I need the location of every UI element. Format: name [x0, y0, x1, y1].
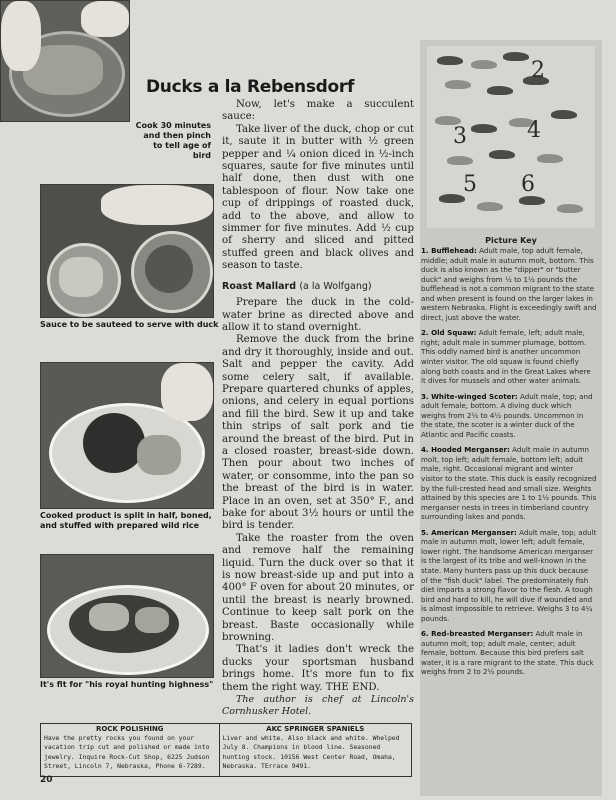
- key-entry-text: Adult male, top adult female, middle; adult male in autumn molt, bottom. This duck is also known as the "dipper" or "butter duck" and weighs from ½ to 1½ pounds the bufflehead is not a common migrant to the state and when present is found on the larger lakes in western Nebraska. Flight is exceedingly swift and direct, just above the water.: [421, 246, 597, 322]
- key-entry-head: 1. Bufflehead:: [421, 246, 477, 255]
- paragraph: Take liver of the duck, chop or cut it, saute it in butter with ½ green pepper and ¼ onion diced in ½-inch squares, saute for five minutes until half done, then dust with one tablespoon of flour. Now take one cup of drippings of roasted duck, add to the above, and allow to simmer for five minutes. Add ½ cup of sherry and sliced and pitted stuffed green and black olives and season to taste.: [222, 123, 414, 272]
- photo-cooking-pot: [0, 0, 130, 122]
- caption-3: Cooked product is split in half, boned, and stuffed with prepared wild rice: [40, 511, 212, 530]
- duck-icon: [471, 124, 497, 133]
- article-body: [222, 99, 414, 718]
- caption-4: It's fit for "his royal hunting highness": [40, 680, 214, 689]
- duck-icon: [551, 110, 577, 119]
- key-entry-head: 4. Hooded Merganser:: [421, 445, 510, 455]
- ad-text: Have the pretty rocks you found on your vacation trip cut and polished or made into jewelry. Inquire Rock-Cut Shop, 6225 Judson Street, Lincoln 7, Nebraska, Phone 6-7289.: [44, 734, 210, 770]
- paragraph: That's it ladies don't wreck the ducks your sportsman husband brings home. It's more fun to fix them the right way. THE END.: [222, 644, 414, 693]
- duck-icon: [477, 202, 503, 211]
- duck-icon: [439, 194, 465, 203]
- duck-icon: [487, 86, 513, 95]
- key-entry-head: 2. Old Squaw:: [421, 328, 477, 338]
- subhead-roast-mallard: [222, 281, 414, 293]
- key-number-2: 2: [531, 58, 545, 83]
- key-number-6: 6: [521, 172, 535, 197]
- ad-title: ROCK POLISHING: [95, 725, 164, 733]
- key-entry-text: Adult male in autumn molt, top left; adult female, bottom left; adult male, right. Occasional migrant and winter visitor to the state. This duck is easily recognized by the full-crested head and small size. Weights attained by this species are 1 to 1½ pounds. This merganser nests in trees in timberland country surrounding lakes and ponds.: [421, 445, 597, 522]
- classified-ads: [40, 723, 412, 777]
- paragraph: Take the roaster from the oven and remove half the remaining liquid. Turn the duck over so that it is now breast-side up and put into a 400° F oven for about 20 minutes, or until the breast is nearly browned. Continue to keep salt pork on the breast. Baste occasionally while browning.: [222, 532, 414, 644]
- duck-icon: [447, 156, 473, 165]
- duck-icon: [557, 204, 583, 213]
- key-number-4: 4: [527, 118, 541, 143]
- duck-icon: [519, 196, 545, 205]
- ad-springer-spaniels: [220, 724, 411, 776]
- picture-key-title: Picture Key: [485, 236, 537, 245]
- photo-sauce-pans: [40, 184, 214, 318]
- caption-2: Sauce to be sauteed to serve with duck: [40, 320, 219, 329]
- photo-stuffed-duck: [40, 362, 214, 509]
- key-entry-head: 6. Red-breasted Merganser:: [421, 629, 534, 639]
- photo-platter: [40, 554, 214, 678]
- key-entry-text: Adult male, top; adult male in autumn molt, lower left; adult female, lower right. The handsome American merganser is the largest of its tribe and well-known in the state. Many hunters pass up this duck because of the "fish duck" label. The predominately fish diet imparts a strong flavor to the flesh. A tough bird and hard to kill, he will dive if wounded and is almost impossible to retrieve. Weighs 3 to 4¼ pounds.: [421, 527, 597, 623]
- key-entry: [421, 528, 597, 623]
- author-credit: The author is chef at Lincoln's Cornhusker Hotel.: [222, 694, 414, 718]
- article-title: Ducks a la Rebensdorf: [146, 77, 355, 97]
- ad-title: AKC SPRINGER SPANIELS: [266, 725, 365, 733]
- key-entry: [421, 629, 597, 677]
- key-entry-head: 3. White-winged Scoter:: [421, 391, 518, 401]
- key-entry: [421, 445, 597, 521]
- key-entry-text: Adult male, top; and adult female, bottom. A diving duck which weighs from 2½ to 4½ pounds. Uncommon in the state, the scoter is a winter duck of the Atlantic and Pacific coasts.: [421, 391, 593, 439]
- paragraph: Prepare the duck in the cold-water brine as directed above and allow it to stand overnight.: [222, 297, 414, 333]
- key-entry-head: 5. American Merganser:: [421, 527, 517, 537]
- duck-icon: [437, 56, 463, 65]
- key-entry: [421, 328, 597, 385]
- picture-key-list: [421, 246, 597, 683]
- duck-icon: [537, 154, 563, 163]
- key-entry: [421, 246, 597, 322]
- subhead-note: (a la Wolfgang): [299, 280, 372, 292]
- key-entry: [421, 392, 597, 440]
- paragraph: Now, let's make a succulent sauce:: [222, 99, 414, 123]
- ad-rock-polishing: [41, 724, 220, 776]
- caption-1: Cook 30 minutes and then pinch to tell age of bird: [135, 121, 211, 160]
- duck-icon: [471, 60, 497, 69]
- key-entry-text: Adult female, left; adult male, right; adult male in summer plumage, bottom. This oddly named bird is another uncommon winter visitor. The old squaw is found chiefly along both coasts and in the Great Lakes where it dives for mussels and other water animals.: [421, 328, 591, 386]
- paragraph: Remove the duck from the brine and dry it thoroughly, inside and out. Salt and pepper the cavity. Add some celery salt, if available. Prepare quartered chunks of apples, onions, and celery in equal portions and fill the bird. Sew it up and take thin strips of salt pork and tie around the breast of the bird. Put in a closed roaster, breast-side down. Then pour about two inches of water, or consomme, into the pan so the breast of the bird is in water. Place in an oven, set at 350° F., and bake for about 3½ hours or until the bird is tender.: [222, 334, 414, 532]
- duck-icon: [489, 150, 515, 159]
- duck-icon: [445, 80, 471, 89]
- duck-icon: [503, 52, 529, 61]
- subhead-title: Roast Mallard: [222, 280, 297, 292]
- ad-text: Liver and white. Also black and white. Whelped July 8. Champions in blood line. Seasoned hunting stock. 10156 West Center Road, Omaha, Nebraska. TErrace 9491.: [222, 734, 400, 770]
- duck-illustration: [427, 46, 595, 228]
- key-entry-text: Adult male in autumn molt, top; adult male, center; adult female, bottom. Because this bird prefers salt water, it is a rare migrant to the state. This duck weighs from 2 to 2½ pounds.: [421, 629, 594, 677]
- page-number: 20: [40, 775, 53, 785]
- key-number-5: 5: [463, 172, 477, 197]
- key-number-3: 3: [453, 124, 467, 149]
